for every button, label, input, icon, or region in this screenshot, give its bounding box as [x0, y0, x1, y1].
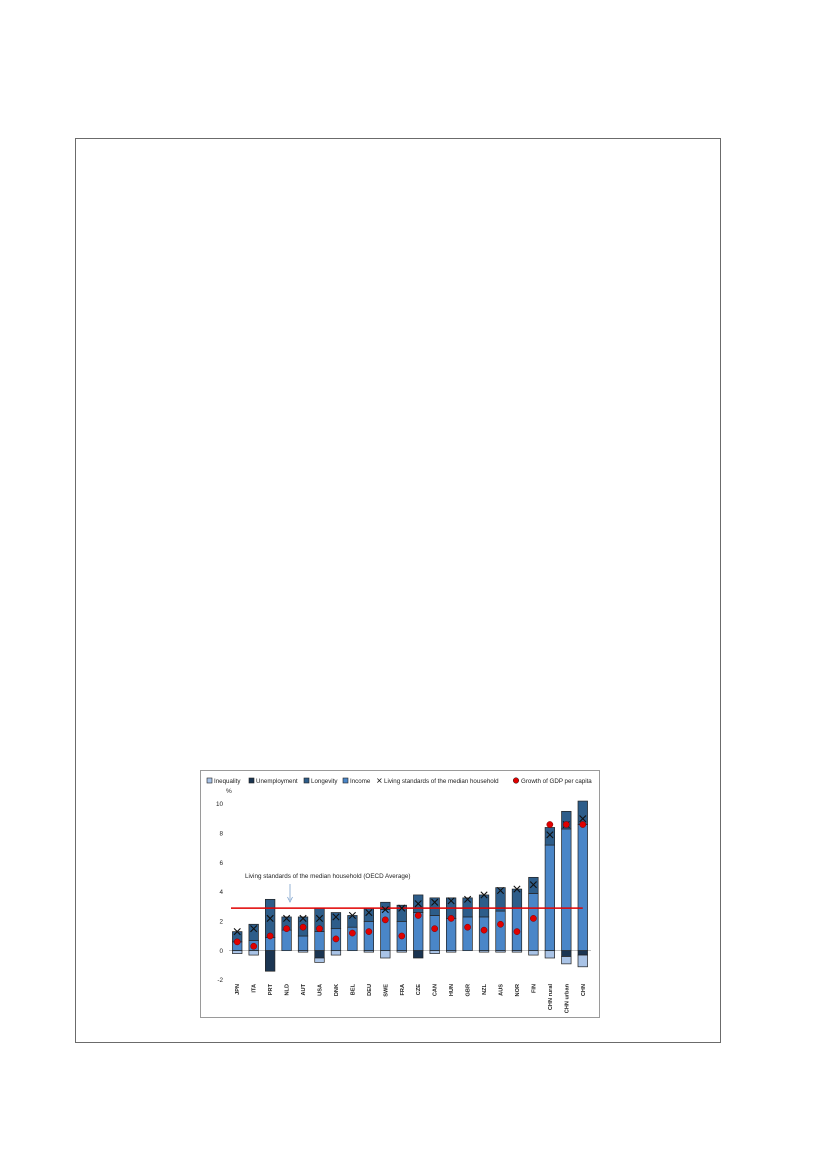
marker-gdp [563, 821, 569, 827]
x-tick-label: CHN urban [564, 984, 571, 1014]
bar-income [463, 917, 473, 951]
bar-inequality [315, 958, 325, 962]
x-tick-label: AUT [301, 984, 308, 996]
marker-gdp [448, 915, 454, 921]
marker-gdp [382, 917, 388, 923]
x-tick-label: DEU [366, 984, 373, 996]
bar-income [430, 915, 440, 950]
y-tick-label: 10 [215, 801, 223, 809]
bar-inequality [364, 951, 374, 952]
legend-label-longevity: Longevity [311, 778, 338, 785]
bar-longevity [545, 827, 555, 845]
bar-longevity [364, 908, 374, 921]
bar-income [298, 936, 308, 951]
marker-gdp [300, 924, 306, 930]
x-tick-label: CHN [580, 984, 587, 997]
y-tick-label: 4 [219, 889, 223, 897]
bar-income [479, 917, 489, 951]
marker-gdp [415, 912, 421, 918]
x-tick-label: CAN [432, 984, 439, 997]
bar-inequality [512, 951, 522, 952]
bar-income [496, 911, 506, 951]
x-tick-label: NZL [482, 984, 489, 995]
legend-label-inequality: Inequality [214, 778, 241, 785]
legend-swatch-inequality [207, 778, 212, 783]
marker-gdp [580, 821, 586, 827]
marker-gdp [514, 929, 520, 935]
bar-longevity [430, 898, 440, 916]
marker-gdp [366, 929, 372, 935]
y-tick-label: 8 [219, 830, 223, 838]
marker-gdp [333, 936, 339, 942]
marker-gdp [349, 930, 355, 936]
bar-income [545, 845, 555, 951]
bar-unemployment [315, 951, 325, 958]
bar-longevity [463, 898, 473, 917]
x-tick-label: NOR [514, 984, 521, 997]
x-tick-label: AUS [498, 984, 505, 996]
marker-gdp [267, 933, 273, 939]
bar-inequality [562, 957, 572, 964]
bar-inequality [578, 955, 588, 967]
x-tick-label: CZE [416, 984, 423, 996]
legend-swatch-income [343, 778, 348, 783]
bar-longevity [578, 801, 588, 824]
y-tick-label: 2 [219, 918, 223, 926]
legend-swatch-unemployment [249, 778, 254, 783]
x-axis-labels [235, 983, 587, 1013]
legend-label-income: Income [350, 778, 371, 785]
chart-container [200, 770, 600, 1018]
chart-legend [207, 777, 592, 786]
bar-inequality [381, 951, 391, 958]
bar-income [446, 918, 456, 950]
bar-inequality [496, 951, 506, 952]
legend-swatch-longevity [304, 778, 309, 783]
y-tick-label: -2 [217, 977, 223, 985]
bar-inequality [397, 951, 407, 952]
bar-longevity [479, 895, 489, 917]
x-tick-label: CHN rural [547, 984, 554, 1011]
marker-gdp [464, 924, 470, 930]
bar-inequality [479, 951, 489, 952]
bar-longevity [348, 915, 358, 927]
x-tick-label: NLD [284, 984, 291, 996]
legend-label-unemployment: Unemployment [256, 778, 298, 785]
marker-gdp [399, 933, 405, 939]
bar-income [381, 910, 391, 951]
bar-income [265, 937, 275, 950]
bar-inequality [249, 951, 259, 955]
marker-gdp [547, 821, 553, 827]
bar-income [578, 825, 588, 951]
bar-inequality [545, 951, 555, 958]
bar-longevity [331, 913, 341, 929]
bar-income [282, 930, 292, 951]
bar-unemployment [578, 951, 588, 955]
x-tick-label: HUN [449, 984, 456, 997]
bar-inequality [430, 951, 440, 954]
marker-gdp [497, 921, 503, 927]
bar-unemployment [265, 951, 275, 972]
x-tick-label: GBR [465, 984, 472, 997]
bar-inequality [232, 951, 242, 954]
bar-inequality [446, 951, 456, 952]
x-tick-label: FIN [531, 984, 538, 994]
bar-inequality [331, 951, 341, 955]
marker-gdp [283, 926, 289, 932]
y-axis-unit-label: % [226, 788, 232, 795]
legend-marker-living-standards: ✕ [376, 776, 383, 786]
y-tick-label: 6 [219, 859, 223, 867]
bar-unemployment [413, 951, 423, 958]
x-tick-label: DNK [333, 984, 340, 997]
x-tick-label: JPN [235, 984, 242, 995]
marker-gdp [251, 943, 257, 949]
legend-label-gdp: Growth of GDP per capita [521, 778, 592, 785]
marker-gdp [481, 927, 487, 933]
annotation-arrow [288, 884, 293, 902]
x-tick-label: USA [317, 984, 324, 996]
x-tick-label: SWE [383, 984, 390, 997]
marker-gdp [234, 939, 240, 945]
x-tick-label: ITA [251, 984, 258, 993]
oecd-average-annotation: Living standards of the median household (OECD Average) [245, 873, 411, 880]
bar-income [364, 921, 374, 950]
bar-income [315, 932, 325, 951]
x-tick-label: FRA [399, 984, 406, 996]
bar-inequality [298, 951, 308, 952]
legend-label-living-standards: Living standards of the median household [384, 778, 499, 785]
bar-income [529, 893, 539, 950]
x-tick-label: BEL [350, 984, 357, 996]
y-tick-label: 0 [219, 947, 223, 955]
marker-gdp [530, 915, 536, 921]
stacked-bar-chart [201, 771, 599, 1017]
bar-inequality [529, 951, 539, 955]
marker-gdp [432, 926, 438, 932]
bar-longevity [249, 924, 259, 940]
marker-gdp [316, 926, 322, 932]
legend-marker-gdp [513, 778, 519, 784]
x-tick-label: PRT [268, 984, 275, 996]
bar-unemployment [562, 951, 572, 957]
bar-income [562, 829, 572, 951]
